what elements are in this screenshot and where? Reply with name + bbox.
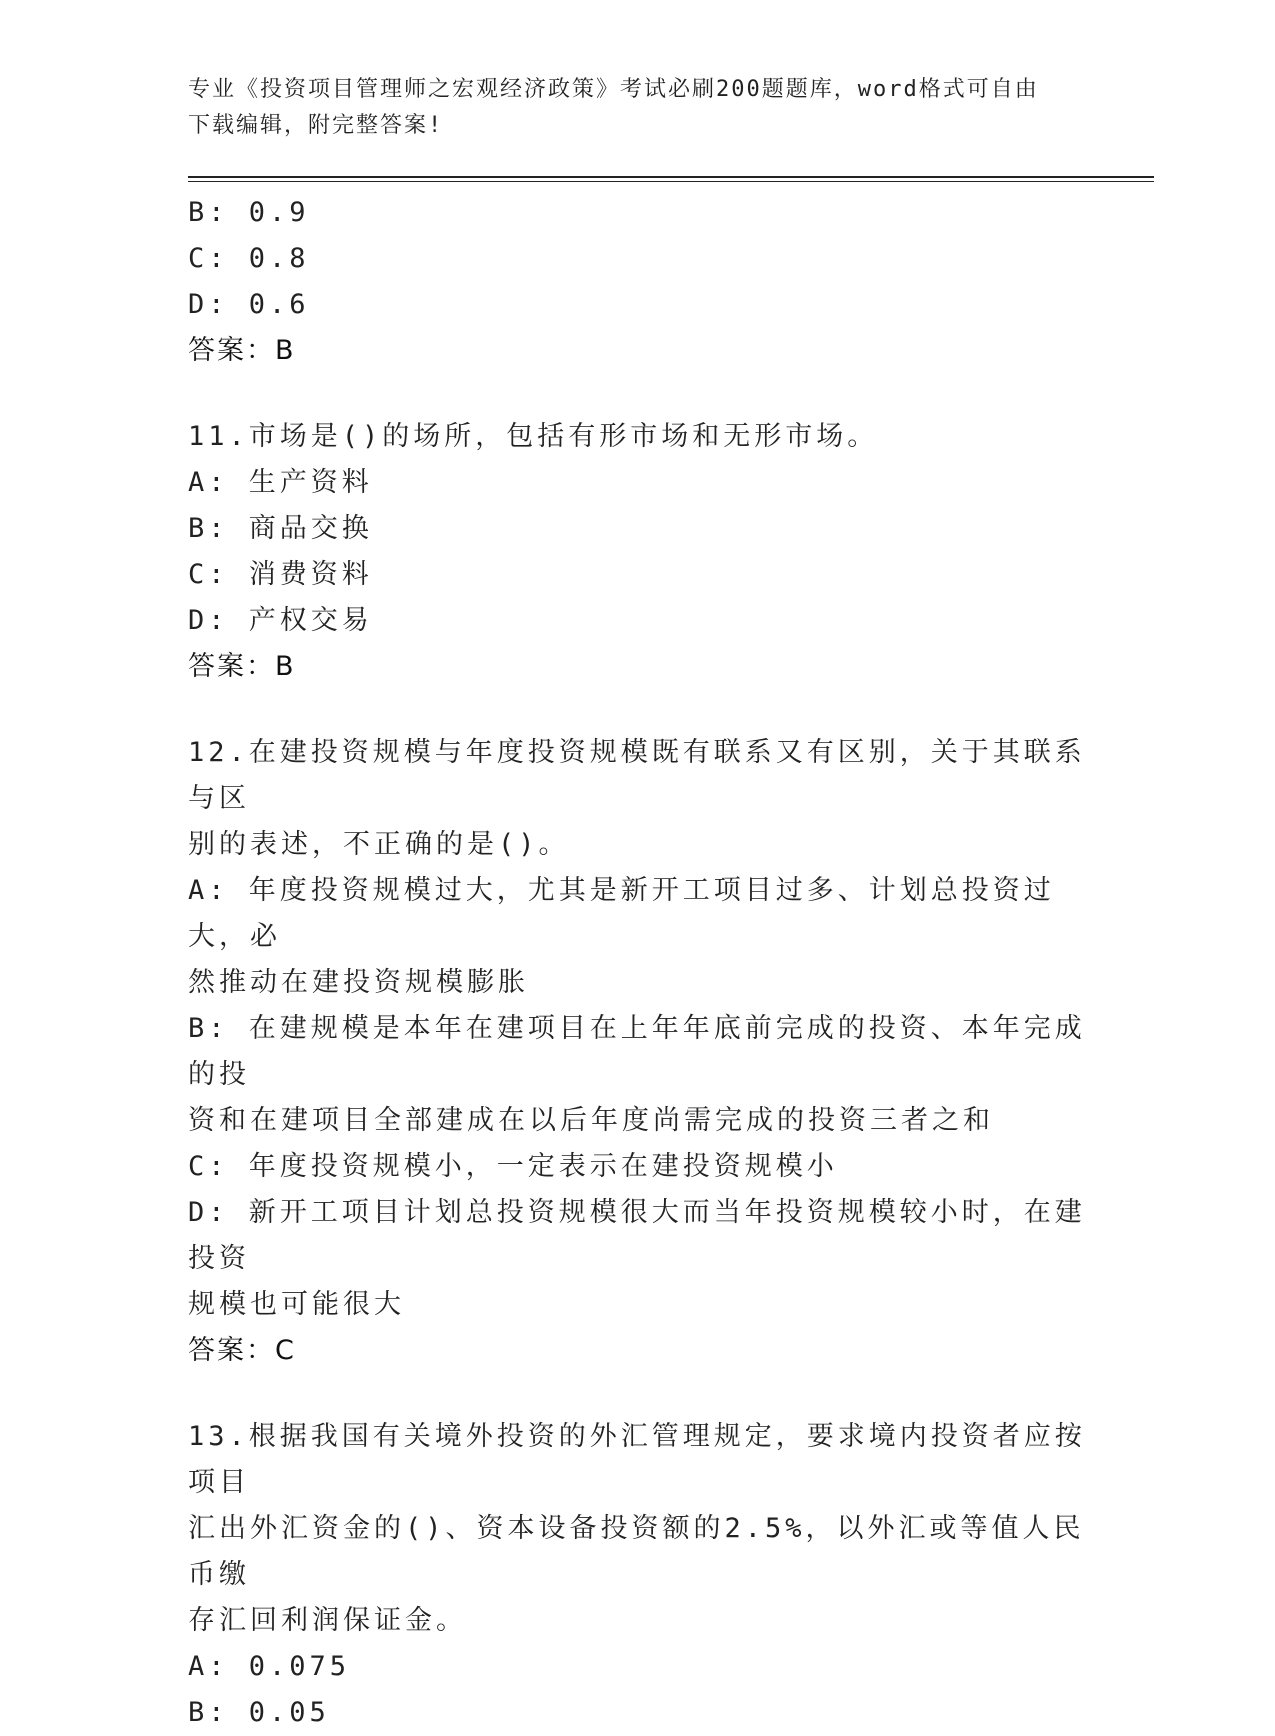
option-b-line-1: B: 在建规模是本年在建项目在上年年底前完成的投资、本年完成的投 xyxy=(188,1013,1086,1090)
question-text-line-2: 别的表述，不正确的是()。 xyxy=(188,829,570,860)
answer: 答案：B xyxy=(188,651,296,682)
spacer xyxy=(188,374,1088,414)
answer: 答案：C xyxy=(188,1335,296,1366)
question-text-line-1: 13.根据我国有关境外投资的外汇管理规定，要求境内投资者应按项目 xyxy=(188,1421,1086,1498)
question-text-line-1: 12.在建投资规模与年度投资规模既有联系又有区别，关于其联系与区 xyxy=(188,737,1086,814)
question-12 xyxy=(188,730,1088,1374)
option-a-line-2: 然推动在建投资规模膨胀 xyxy=(188,967,529,998)
header-rule-thin xyxy=(188,181,1154,182)
spacer xyxy=(188,690,1088,730)
option-c: C: 0.8 xyxy=(188,243,310,274)
question-text-line-3: 存汇回利润保证金。 xyxy=(188,1605,467,1636)
document-header xyxy=(188,72,1088,144)
spacer xyxy=(188,1374,1088,1414)
header-rule-thick xyxy=(188,176,1154,178)
option-a-line-1: A: 年度投资规模过大，尤其是新开工项目过多、计划总投资过大，必 xyxy=(188,875,1055,952)
document-body xyxy=(188,190,1088,1736)
question-11 xyxy=(188,414,1088,690)
question-10-tail xyxy=(188,190,1088,374)
option-d-line-2: 规模也可能很大 xyxy=(188,1289,405,1320)
option-a: A: 0.075 xyxy=(188,1651,351,1682)
question-text: 11.市场是()的场所，包括有形市场和无形市场。 xyxy=(188,421,879,452)
option-c: C: 年度投资规模小，一定表示在建投资规模小 xyxy=(188,1151,838,1182)
option-c: C: 消费资料 xyxy=(188,559,373,590)
option-b: B: 0.05 xyxy=(188,1697,330,1728)
question-text-line-2: 汇出外汇资金的()、资本设备投资额的2.5%，以外汇或等值人民币缴 xyxy=(188,1513,1085,1590)
answer: 答案：B xyxy=(188,335,296,366)
header-line-2: 下载编辑，附完整答案! xyxy=(188,113,444,138)
option-d: D: 0.6 xyxy=(188,289,310,320)
header-line-1: 专业《投资项目管理师之宏观经济政策》考试必刷200题题库，word格式可自由 xyxy=(188,77,1039,102)
option-b: B: 商品交换 xyxy=(188,513,373,544)
option-d: D: 产权交易 xyxy=(188,605,373,636)
option-d-line-1: D: 新开工项目计划总投资规模很大而当年投资规模较小时，在建投资 xyxy=(188,1197,1086,1274)
option-a: A: 生产资料 xyxy=(188,467,373,498)
option-b: B: 0.9 xyxy=(188,197,310,228)
option-b-line-2: 资和在建项目全部建成在以后年度尚需完成的投资三者之和 xyxy=(188,1105,994,1136)
question-13 xyxy=(188,1414,1088,1736)
